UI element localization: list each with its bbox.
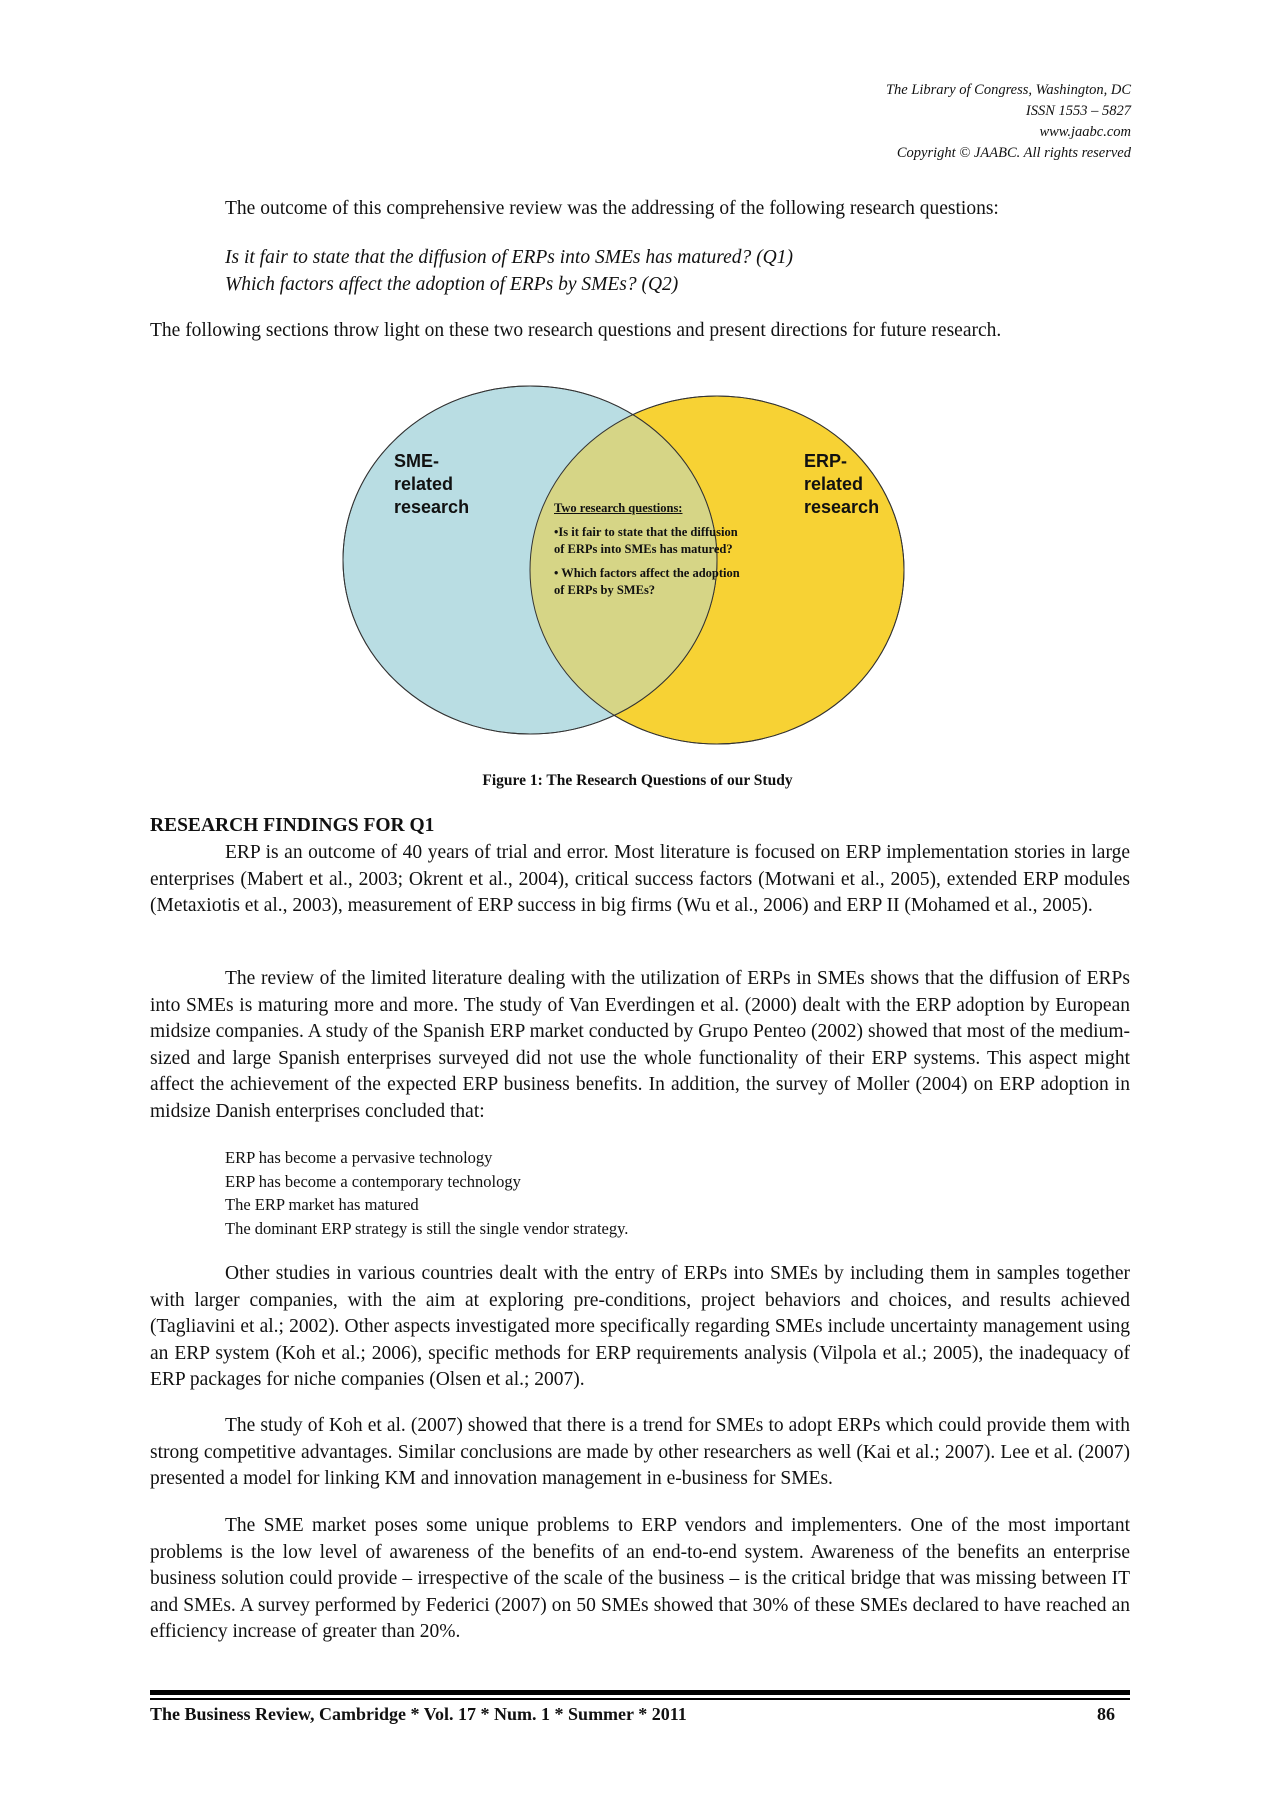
- research-question-2: Which factors affect the adoption of ERPs by SMEs? (Q2): [225, 274, 679, 295]
- footer-journal: The Business Review, Cambridge * Vol. 17 * Num. 1 * Summer * 2011: [150, 1704, 687, 1724]
- paragraph-2: The review of the limited literature dealing with the utilization of ERPs in SMEs shows that the diffusion of ERPs into SMEs is maturing more and more. The study of Van Everdingen et al. (2000) dealt with the ERP adoption by European midsize companies. A study of the Spanish ERP market conducted by Grupo Penteo (2002) showed that most of the medium-sized and large Spanish enterprises surveyed did not use the whole functionality of their ERP systems. This aspect might affect the achievement of the expected ERP business benefits. In addition, the survey of Moller (2004) on ERP adoption in midsize Danish enterprises concluded that:: [150, 968, 1130, 1122]
- research-question-1: Is it fair to state that the diffusion of ERPs into SMEs has matured? (Q1): [225, 247, 794, 268]
- paragraph-1: ERP is an outcome of 40 years of trial and error. Most literature is focused on ERP implementation stories in large enterprises (Mabert et al., 2003; Okrent et al., 2004), critical success factors (Motwani et al., 2005), extended ERP modules (Metaxiotis et al., 2003), measurement of ERP success in big firms (Wu et al., 2006) and ERP II (Mohamed et al., 2005).: [150, 842, 1130, 916]
- venn-right-label: ERP- related research: [804, 451, 880, 517]
- intro-text: The outcome of this comprehensive review was the addressing of the following research questions:: [225, 198, 999, 219]
- venn-center-question-2: • Which factors affect the adoption of ERPs by SMEs?: [554, 566, 740, 597]
- header-line-website: www.jaabc.com: [1039, 124, 1131, 140]
- list-item: The dominant ERP strategy is still the single vendor strategy.: [225, 1218, 629, 1238]
- header-line-copyright: Copyright © JAABC. All rights reserved: [896, 145, 1131, 161]
- sections-text: The following sections throw light on these two research questions and present directions for future research.: [150, 320, 1002, 341]
- research-questions: [225, 244, 793, 298]
- venn-center-title: Two research questions:: [554, 501, 683, 515]
- paragraph-3: Other studies in various countries dealt with the entry of ERPs into SMEs by including them in samples together with larger companies, with the aim at exploring pre-conditions, project behaviors and choices, and results achieved (Tagliavini et al.; 2002). Other aspects investigated more specifically regarding SMEs include uncertainty management using an ERP system (Koh et al.; 2006), specific methods for ERP requirements analysis (Vilpola et al.; 2005), the inadequacy of ERP packages for niche companies (Olsen et al.; 2007).: [150, 1263, 1130, 1390]
- venn-left-label: SME- related research: [394, 451, 470, 517]
- findings-list: [225, 1146, 628, 1240]
- paragraph-5: The SME market poses some unique problems to ERP vendors and implementers. One of the most important problems is the low level of awareness of the benefits of an end-to-end system. Awareness of the benefits an enterprise business solution could provide – irrespective of the scale of the business – is the critical bridge that was missing between IT and SMEs. A survey performed by Federici (2007) on 50 SMEs showed that 30% of these SMEs declared to have reached an efficiency increase of greater than 20%.: [150, 1515, 1130, 1642]
- venn-center-text: [554, 500, 744, 606]
- header-line-library: The Library of Congress, Washington, DC: [885, 82, 1131, 98]
- list-item: ERP has become a contemporary technology: [225, 1171, 521, 1191]
- section-heading: RESEARCH FINDINGS FOR Q1: [150, 815, 435, 836]
- footer-rule-thin: [150, 1698, 1130, 1700]
- list-item: The ERP market has matured: [225, 1195, 419, 1214]
- list-item: ERP has become a pervasive technology: [225, 1148, 493, 1167]
- footer-rule: [150, 1690, 1130, 1695]
- paragraph-4: The study of Koh et al. (2007) showed that there is a trend for SMEs to adopt ERPs which could provide them with strong competitive advantages. Similar conclusions are made by other researchers as well (Kai et al.; 2007). Lee et al. (2007) presented a model for linking KM and innovation management in e-business for SMEs.: [150, 1415, 1130, 1489]
- figure-caption: Figure 1: The Research Questions of our Study: [482, 772, 793, 789]
- page-header: [631, 80, 1131, 164]
- page-number: 86: [1097, 1704, 1115, 1724]
- header-line-issn: ISSN 1553 – 5827: [1025, 103, 1131, 119]
- venn-center-question-1: •Is it fair to state that the diffusion of ERPs into SMEs has matured?: [554, 525, 738, 556]
